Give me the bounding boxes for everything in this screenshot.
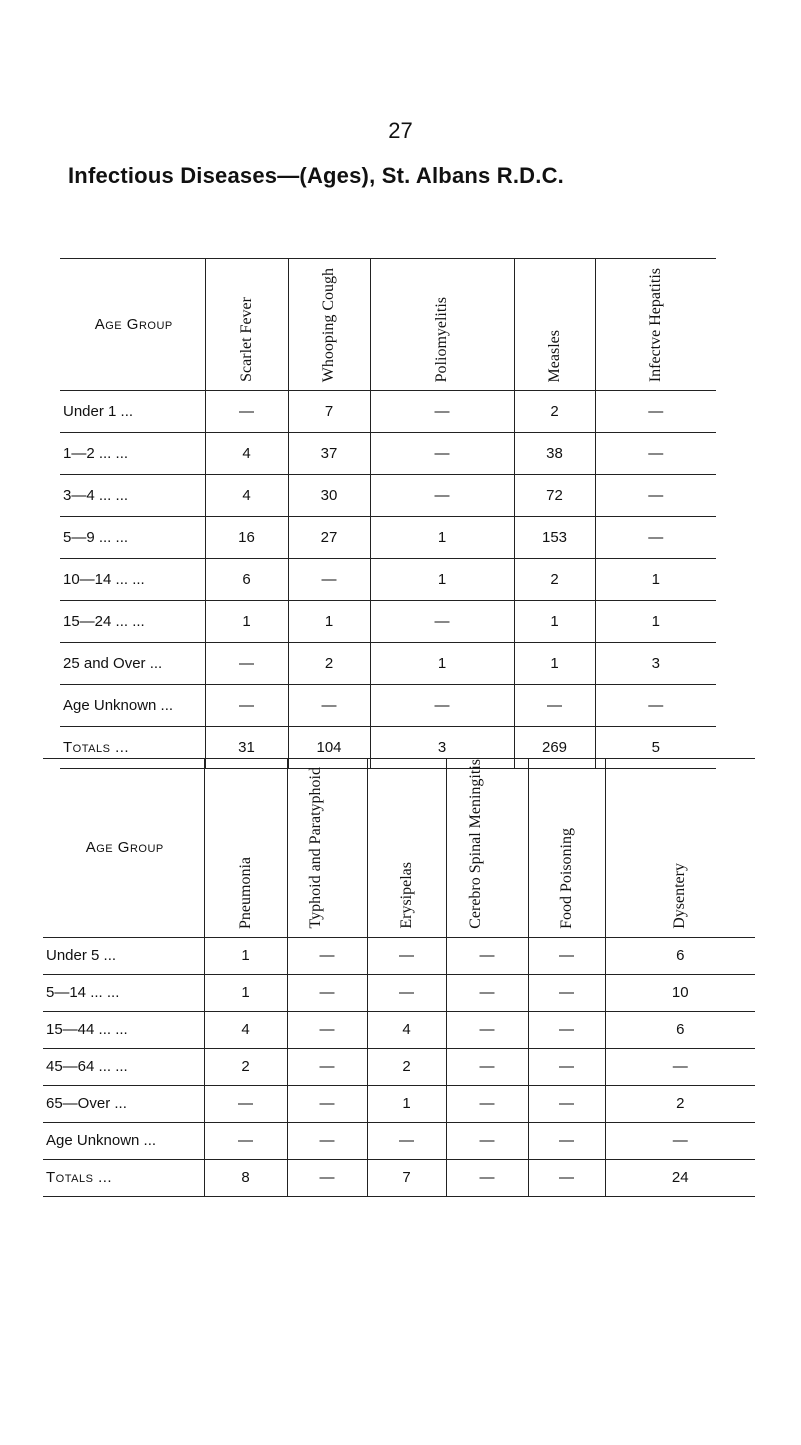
total-cell: — [528,1159,605,1196]
total-cell: 24 [605,1159,755,1196]
totals-label: Totals ... [60,727,205,769]
row-label: Under 1 ... [60,391,205,433]
row-label: Age Unknown ... [60,685,205,727]
table-cell: 10 [605,974,755,1011]
table-cell: — [204,1122,287,1159]
row-label: Age Unknown ... [43,1122,204,1159]
total-cell: 8 [204,1159,287,1196]
table-cell: — [287,1085,367,1122]
table-cell: 2 [288,643,370,685]
row-label: 15—44 ... ... [43,1011,204,1048]
table-row [43,1048,755,1085]
total-cell: 104 [288,727,370,769]
row-label: 10—14 ... ... [60,559,205,601]
table-cell: 1 [595,601,716,643]
row-label: Under 5 ... [43,937,204,974]
table-cell: 1 [370,559,514,601]
table-cell: 6 [205,559,288,601]
table-cell: — [204,1085,287,1122]
table-cell: 1 [288,601,370,643]
table-row [60,643,716,685]
table-cell: — [528,1048,605,1085]
table-cell: — [605,1048,755,1085]
table-cell: — [205,391,288,433]
table-cell: — [370,391,514,433]
table-cell: 2 [514,559,595,601]
table-cell: — [528,1085,605,1122]
column-header: Food Poisoning [528,759,605,938]
table-cell: 27 [288,517,370,559]
table-cell: — [446,1122,528,1159]
column-header: Cerebro Spinal Meningitis [446,759,528,938]
table-cell: 1 [367,1085,446,1122]
table-cell: — [370,685,514,727]
table-row [60,559,716,601]
table-cell: — [595,391,716,433]
table-cell: 4 [367,1011,446,1048]
table-cell: — [595,475,716,517]
table-cell: — [605,1122,755,1159]
table-row [43,1122,755,1159]
table-cell: — [288,685,370,727]
table-cell: — [370,475,514,517]
column-header: Dysentery [605,759,755,938]
table-cell: — [205,643,288,685]
table-cell: 7 [288,391,370,433]
row-label: 5—9 ... ... [60,517,205,559]
table-cell: 153 [514,517,595,559]
table-cell: — [370,601,514,643]
total-cell: 269 [514,727,595,769]
age-group-header: Age Group [60,259,205,391]
table-cell: 2 [514,391,595,433]
row-label: 15—24 ... ... [60,601,205,643]
column-header: Scarlet Fever [205,259,288,391]
table-cell: — [446,1048,528,1085]
column-header: Infectve Hepatitis [595,259,716,391]
table-row [60,433,716,475]
table-cell: — [446,974,528,1011]
table-cell: 2 [204,1048,287,1085]
table-cell: — [367,937,446,974]
table-cell: 6 [605,1011,755,1048]
column-header: Poliomyelitis [370,259,514,391]
age-group-header: Age Group [43,759,204,938]
table-cell: — [367,1122,446,1159]
table-cell: 1 [514,601,595,643]
table-cell: — [367,974,446,1011]
table-row [43,1085,755,1122]
page-number: 27 [388,118,413,143]
table-cell: — [205,685,288,727]
table-cell: 1 [370,643,514,685]
table-cell: — [446,937,528,974]
table-cell: — [595,517,716,559]
table-cell: — [446,1085,528,1122]
table-row [60,517,716,559]
table-row [60,391,716,433]
row-label: 25 and Over ... [60,643,205,685]
table-cell: 30 [288,475,370,517]
table-cell: 16 [205,517,288,559]
table-cell: — [287,1122,367,1159]
infectious-diseases-table-2 [43,758,755,1197]
row-label: 3—4 ... ... [60,475,205,517]
row-label: 65—Over ... [43,1085,204,1122]
table-row [60,475,716,517]
table-cell: — [514,685,595,727]
table-cell: 1 [370,517,514,559]
table-cell: — [528,937,605,974]
table-cell: — [528,974,605,1011]
table-cell: 6 [605,937,755,974]
column-header: Measles [514,259,595,391]
table-cell: 1 [204,974,287,1011]
table-cell: — [287,1048,367,1085]
table-cell: — [287,1011,367,1048]
table-cell: — [370,433,514,475]
total-cell: 5 [595,727,716,769]
total-cell: — [287,1159,367,1196]
column-header: Typhoid and Paratyphoid [287,759,367,938]
table-row [43,937,755,974]
total-cell: 7 [367,1159,446,1196]
table-row [60,685,716,727]
row-label: 45—64 ... ... [43,1048,204,1085]
table-row [43,1011,755,1048]
column-header: Pneumonia [204,759,287,938]
table-cell: — [288,559,370,601]
table-cell: 1 [595,559,716,601]
table-cell: 72 [514,475,595,517]
row-label: 1—2 ... ... [60,433,205,475]
column-header: Erysipelas [367,759,446,938]
totals-label: Totals ... [43,1159,204,1196]
table-cell: — [446,1011,528,1048]
page-title: Infectious Diseases—(Ages), St. Albans R.D.C. [68,163,564,188]
table-cell: 4 [205,433,288,475]
table-cell: 4 [204,1011,287,1048]
table-row [60,601,716,643]
table-cell: 2 [367,1048,446,1085]
total-cell: — [446,1159,528,1196]
table-cell: — [595,433,716,475]
table-cell: 2 [605,1085,755,1122]
table-row [43,974,755,1011]
table-cell: — [595,685,716,727]
table-cell: 1 [205,601,288,643]
total-cell: 31 [205,727,288,769]
row-label: 5—14 ... ... [43,974,204,1011]
table-cell: — [287,937,367,974]
total-cell: 3 [370,727,514,769]
table-cell: 37 [288,433,370,475]
table-cell: 1 [514,643,595,685]
table-cell: 4 [205,475,288,517]
infectious-diseases-table-1 [60,258,716,769]
totals-row [43,1159,755,1196]
table-cell: — [528,1122,605,1159]
table-cell: 1 [204,937,287,974]
column-header: Whooping Cough [288,259,370,391]
table-cell: 3 [595,643,716,685]
table-cell: — [528,1011,605,1048]
table-cell: — [287,974,367,1011]
table-cell: 38 [514,433,595,475]
